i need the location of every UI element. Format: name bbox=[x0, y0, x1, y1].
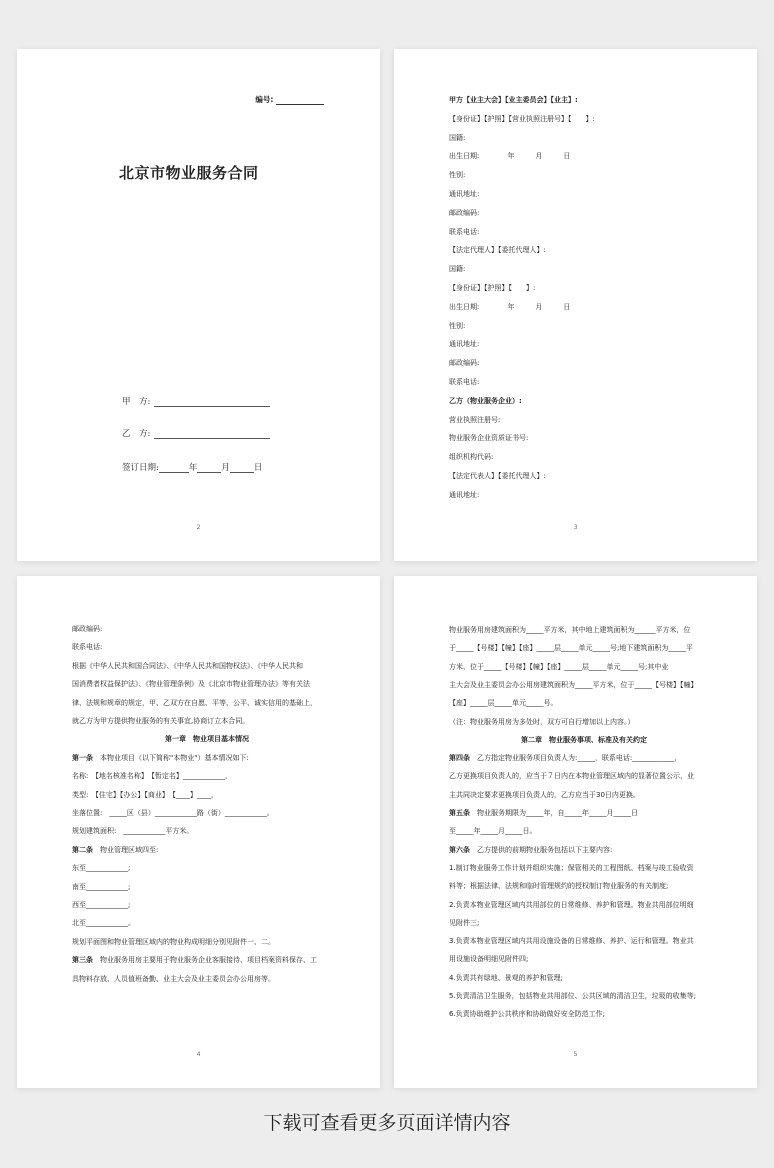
text-line: 第二章 物业服务事项、标准及有关约定 bbox=[521, 735, 647, 744]
text-line: 4.负责共有绿地、景观的养护和管理; bbox=[449, 973, 564, 982]
text-line: 出生日期: 年 月 日 bbox=[449, 302, 571, 311]
page-number: 3 bbox=[573, 524, 578, 531]
party-a-label: 甲 方: bbox=[122, 397, 151, 407]
text-line: 第一章 物业项目基本情况 bbox=[165, 735, 249, 744]
page-chapter-two bbox=[394, 576, 757, 1088]
text-line: 第二条 物业管理区域四至: bbox=[72, 845, 159, 854]
text-line: 性别: bbox=[449, 171, 466, 180]
sign-date-row bbox=[122, 461, 262, 473]
text-line: 第一条 本物业项目（以下简称"本物业"）基本情况如下: bbox=[72, 753, 249, 762]
party-b-label: 乙 方: bbox=[122, 429, 151, 439]
sign-day-blank bbox=[230, 462, 254, 473]
text-line: 名称: 【地名核准名称】 【暂定名】____________， bbox=[72, 772, 232, 781]
text-line: 西至____________; bbox=[72, 901, 131, 909]
text-line: 通讯地址: bbox=[449, 340, 480, 349]
page-parties bbox=[394, 49, 757, 561]
text-line: 主共同决定要求更换项目负责人的，乙方应当于30日内更换。 bbox=[449, 790, 640, 799]
page-number: 4 bbox=[196, 1051, 201, 1058]
text-line: 第三条 物业服务用房主要用于物业服务企业客服接待、项目档案资料保存、工 bbox=[72, 956, 317, 965]
sign-day-label: 日 bbox=[253, 463, 263, 473]
text-line: 物业服务用房建筑面积为_____平方米，其中地上建筑面积为______平方米，位 bbox=[449, 626, 691, 634]
party-a-blank bbox=[154, 396, 270, 407]
text-line: 【身份证】【护照】【 】: bbox=[449, 284, 536, 292]
text-line: 乙方更换项目负责人的，应当于７日内在本物业管理区域内的显著位置公示，业 bbox=[449, 772, 694, 781]
text-line: 于_____【号楼】【幢】【座】_____层_____单元_____号;地下建筑面积为_____平 bbox=[449, 644, 693, 653]
text-line: 第五条 物业服务期限为_____年，自_____年_____月_____日 bbox=[449, 809, 638, 817]
text-line: 【法定代理人】【委托代理人】: bbox=[449, 246, 546, 255]
text-line: 联系电话: bbox=[449, 227, 480, 236]
text-line: 第四条 乙方指定物业服务项目负责人为:_____，联系电话:____________， bbox=[449, 754, 682, 763]
text-line: 联系电话: bbox=[449, 378, 480, 386]
text-line: 方米，位于_____【号楼】【幢】【座】_____层_____单元_____号;其中业 bbox=[449, 662, 669, 671]
text-line: 甲方【业主大会】【业主委员会】【业主】: bbox=[449, 96, 578, 104]
sign-date-label: 签订日期: bbox=[122, 463, 159, 473]
text-line: 2.负责本物业管理区域内共用部位的日常维修、养护和管理。物业共用部位明细 bbox=[449, 900, 694, 909]
text-line: 【座】_____层_____单元_____号。 bbox=[449, 699, 558, 708]
text-line: 至_____年_____月_____日。 bbox=[449, 827, 537, 836]
text-line: 规划建筑面积: ____________平方米。 bbox=[72, 827, 194, 836]
text-line: 具物料存放、人员值班备勤、业主大会及业主委员会办公用房等。 bbox=[72, 974, 275, 983]
text-line: 就乙方为甲方提供物业服务的有关事宜,协商订立本合同。 bbox=[72, 717, 250, 725]
text-line: 3.负责本物业管理区域内共用设施设备的日常维修、养护、运行和管理。物业共 bbox=[449, 937, 694, 946]
text-line: 5.负责清洁卫生服务，包括物业共用部位、公共区域的清洁卫生，垃圾的收集等; bbox=[449, 992, 697, 1000]
text-line: 类型: 【住宅】【办公】【商业】 【____】____， bbox=[72, 790, 218, 799]
text-line: 国籍: bbox=[449, 265, 466, 274]
party-a-row bbox=[122, 395, 270, 407]
page-number: 5 bbox=[573, 1051, 578, 1058]
text-line: 料等；根据法律、法规和临时管理规约的授权制订物业服务的有关制度; bbox=[449, 882, 669, 891]
text-line: 联系电话: bbox=[72, 643, 103, 652]
sign-year-label: 年 bbox=[188, 463, 198, 473]
download-caption: 下载可查看更多页面详情内容 bbox=[263, 1112, 511, 1134]
text-line: 邮政编码: bbox=[449, 359, 480, 368]
serial-blank bbox=[276, 96, 324, 105]
text-line: 规划平面图和物业管理区域内的物业构成明细分别见附件一、二。 bbox=[72, 937, 275, 946]
text-line: 南至____________; bbox=[72, 882, 131, 891]
text-line: （注：物业服务用房为多处时，双方可自行增加以上内容。） bbox=[449, 717, 635, 726]
text-line: 【法定代表人】【委托代理人】: bbox=[449, 472, 546, 480]
text-line: 北至____________。 bbox=[72, 919, 135, 928]
page-cover bbox=[17, 49, 380, 561]
text-line: 营业执照注册号: bbox=[449, 415, 501, 424]
text-line: 见附件三; bbox=[449, 918, 480, 927]
sign-month-label: 月 bbox=[221, 463, 230, 473]
text-line: 性别: bbox=[449, 321, 466, 330]
sign-month-blank bbox=[197, 462, 221, 473]
text-line: 律、法规和规章的规定，甲、乙双方在自愿、平等、公平、诚实信用的基础上， bbox=[72, 698, 317, 707]
text-line: 主大会及业主委员会办公用房建筑面积为_____平方米，位于_____【号楼】【幢】 bbox=[449, 680, 698, 689]
serial-number bbox=[255, 94, 324, 105]
text-line: 6.负责协助维护公共秩序和协助做好安全防范工作; bbox=[449, 1010, 606, 1019]
party-b-blank bbox=[154, 428, 270, 439]
text-line: 邮政编码: bbox=[449, 208, 480, 217]
text-line: 通讯地址: bbox=[449, 190, 480, 198]
text-line: 东至____________; bbox=[72, 864, 131, 873]
text-line: 【身份证】【护照】【营业执照注册号】【 】: bbox=[449, 114, 595, 123]
text-line: 第六条 乙方提供的前期物业服务包括以下主要内容: bbox=[449, 845, 613, 854]
text-line: 物业服务企业资质证书号: bbox=[449, 434, 529, 443]
page-number: 2 bbox=[196, 524, 201, 531]
text-line: 用设施设备明细见附件四; bbox=[449, 955, 529, 964]
text-line: 邮政编码: bbox=[72, 625, 103, 633]
text-line: 出生日期: 年 月 日 bbox=[449, 152, 571, 161]
sign-year-blank bbox=[159, 462, 189, 473]
page-chapter-one bbox=[17, 576, 380, 1088]
text-line: 坐落位置: _____区（县）____________路（街）____________。 bbox=[72, 809, 274, 817]
text-line: 1.制订物业服务工作计划并组织实施；保管相关的工程图纸、档案与竣工验收资 bbox=[449, 863, 694, 872]
party-b-row bbox=[122, 427, 270, 439]
text-line: 乙方（物业服务企业）: bbox=[449, 396, 522, 405]
text-line: 国籍: bbox=[449, 133, 466, 142]
text-line: 根据《中华人民共和国合同法》、《中华人民共和国物权法》、《中华人民共和 bbox=[72, 661, 303, 670]
text-line: 通讯地址: bbox=[449, 490, 480, 499]
serial-label: 编号: bbox=[255, 95, 274, 104]
contract-title: 北京市物业服务合同 bbox=[119, 164, 259, 182]
text-line: 国消费者权益保护法》、《物业管理条例》及《北京市物业管理办法》等有关法 bbox=[72, 680, 310, 689]
text-line: 组织机构代码: bbox=[449, 453, 494, 462]
